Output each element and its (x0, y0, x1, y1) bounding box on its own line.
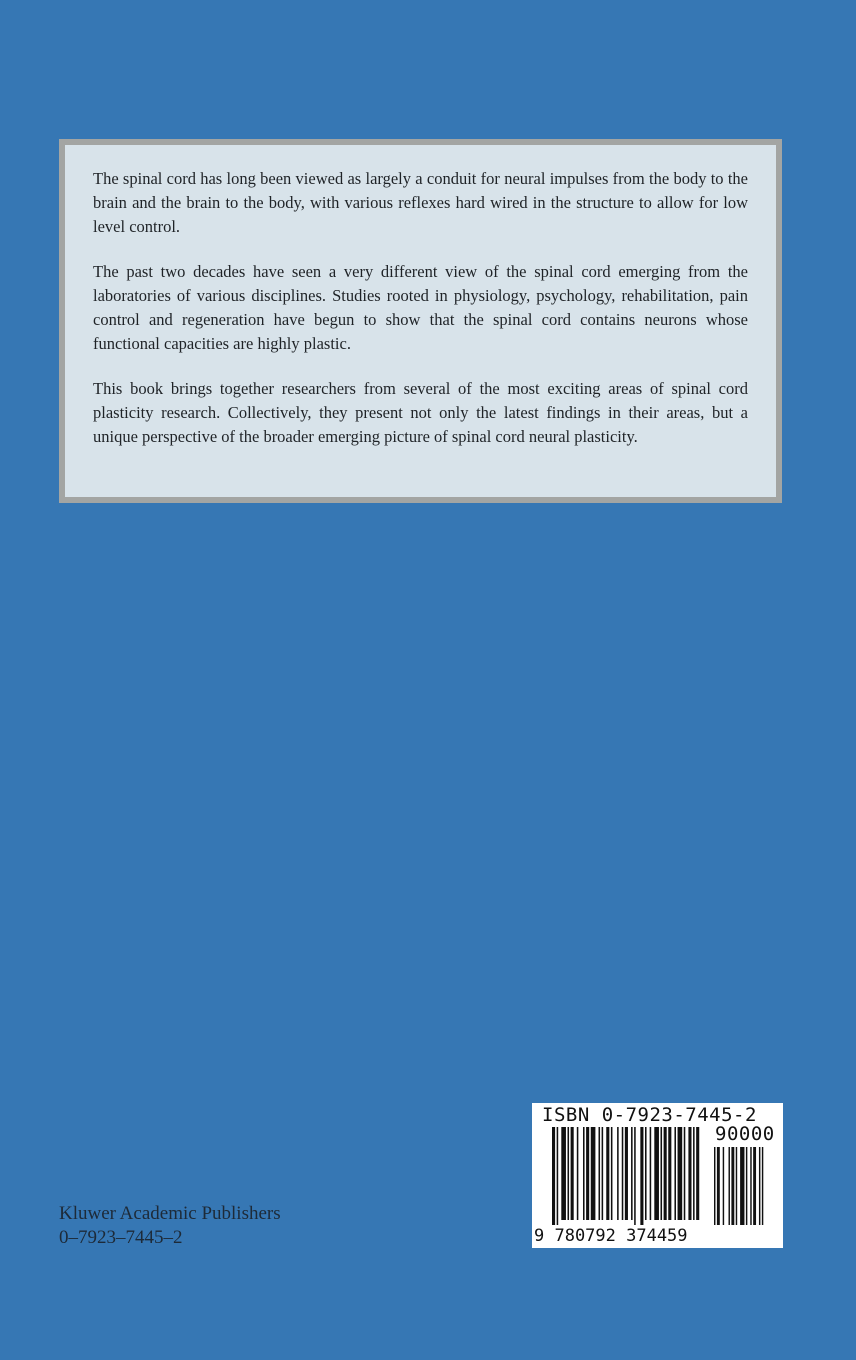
barcode-bar (591, 1127, 596, 1220)
barcode-bar (631, 1127, 633, 1220)
barcode-panel (532, 1103, 783, 1248)
barcode-bar (654, 1127, 659, 1220)
description-text-area (65, 145, 776, 497)
barcode-bar (622, 1127, 624, 1220)
barcode-bar (552, 1127, 555, 1225)
barcode-bar (568, 1127, 570, 1220)
barcode-bar (750, 1147, 751, 1225)
barcode-bar (645, 1127, 647, 1220)
barcode-bar (668, 1127, 671, 1220)
publisher-name: Kluwer Academic Publishers (59, 1203, 281, 1224)
barcode-bar (696, 1127, 699, 1220)
barcode-bar (684, 1127, 686, 1220)
barcode-bar (602, 1127, 604, 1220)
barcode-bar (625, 1127, 628, 1220)
barcode-bar (606, 1127, 609, 1220)
barcode-bar (661, 1127, 663, 1220)
barcode-bar (586, 1127, 589, 1220)
barcode-bar (577, 1127, 579, 1220)
barcode-bar (583, 1127, 585, 1220)
barcode-bar (674, 1127, 676, 1220)
barcode-bar (617, 1127, 619, 1220)
barcode-bar (678, 1127, 683, 1220)
barcode-bar (753, 1147, 756, 1225)
barcode-bar (723, 1147, 724, 1225)
barcode-bar (640, 1127, 643, 1225)
barcode-bar (736, 1147, 737, 1225)
barcode-bar (571, 1127, 574, 1220)
barcode-bar (650, 1127, 652, 1220)
description-paragraph-1: The spinal cord has long been viewed as largely a conduit for neural impulses from the body to the brain and the brain to the body, with various reflexes hard wired in the structure to allow for low level control. (93, 169, 748, 236)
barcode-bar (759, 1147, 760, 1225)
description-box (59, 139, 782, 503)
barcode-bar (740, 1147, 744, 1225)
barcode-bar (634, 1127, 636, 1225)
barcode-ean-number: 9 780792 374459 (534, 1226, 688, 1246)
barcode-price-code: 90000 (715, 1123, 775, 1145)
barcode-bar (557, 1127, 559, 1225)
barcode-bar (693, 1127, 695, 1220)
barcode-bar (717, 1147, 720, 1225)
description-paragraph-3: This book brings together researchers from several of the most exciting areas of spinal cord plasticity research. Collectively, they present not only the latest findings in their areas, but a unique perspective of the broader emerging picture of spinal cord neural plasticity. (93, 379, 748, 446)
publisher-block (59, 1202, 281, 1250)
barcode-isbn-label: ISBN 0-7923-7445-2 (542, 1104, 757, 1126)
barcode-bar (561, 1127, 566, 1220)
barcode-bar (746, 1147, 747, 1225)
barcode-bar (729, 1147, 730, 1225)
barcode-bar (599, 1127, 601, 1220)
barcode-bar (731, 1147, 734, 1225)
publisher-isbn: 0–7923–7445–2 (59, 1227, 183, 1248)
barcode-bar (664, 1127, 667, 1220)
barcode-bar (611, 1127, 613, 1220)
description-paragraph-2: The past two decades have seen a very different view of the spinal cord emerging from the laboratories of various disciplines. Studies rooted in physiology, psychology, rehabilitation, pain control and regeneration have begun to show that the spinal cord contains neurons whose functional capacities are highly plastic. (93, 262, 748, 353)
barcode-bar (714, 1147, 715, 1225)
barcode-bar (762, 1147, 763, 1225)
barcode-bar (688, 1127, 691, 1220)
